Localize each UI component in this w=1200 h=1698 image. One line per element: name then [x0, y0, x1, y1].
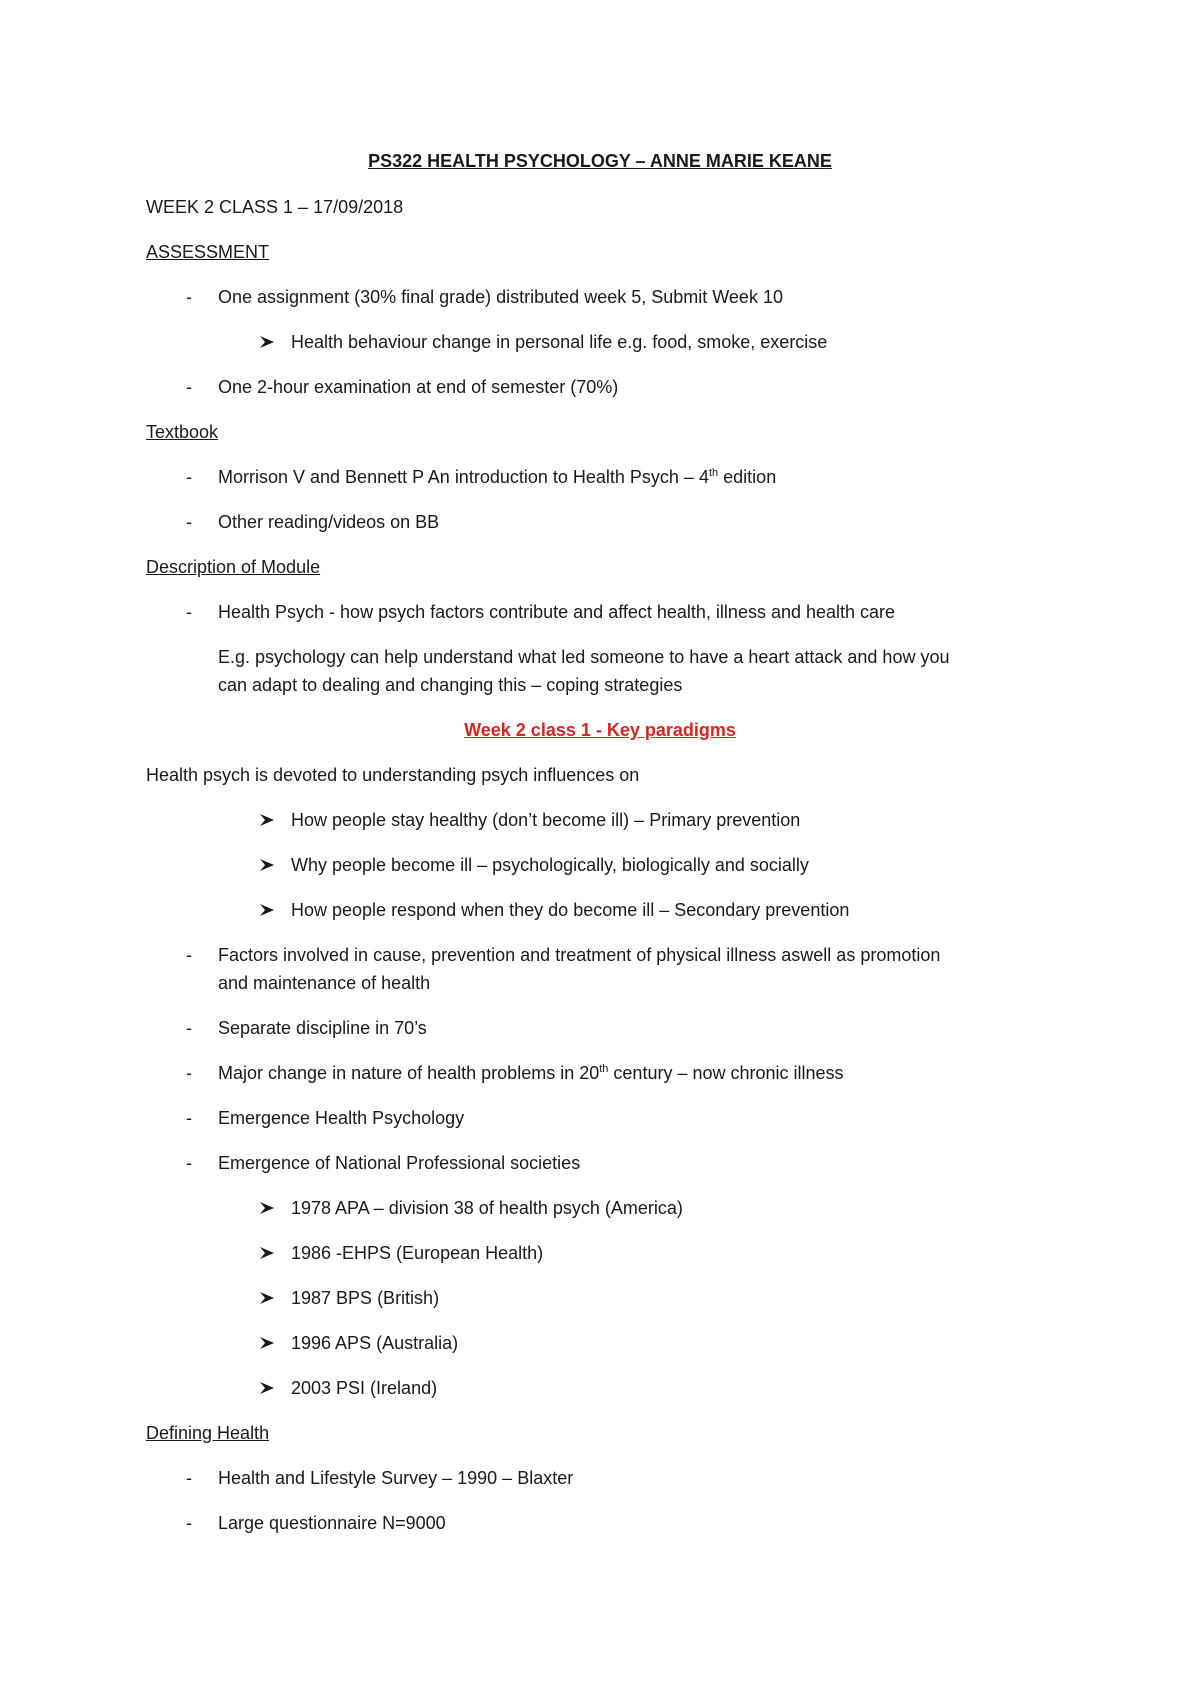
paradigm-dash-item: Emergence Health Psychology: [218, 1108, 465, 1128]
week-line: WEEK 2 CLASS 1 – 17/09/2018: [146, 197, 404, 217]
description-heading: Description of Module: [146, 557, 321, 577]
society-item: 1986 -EHPS (European Health): [291, 1243, 544, 1263]
textbook-heading: Textbook: [146, 422, 219, 442]
defining-health-heading: Defining Health: [146, 1423, 270, 1443]
arrow-bullet-icon: [258, 809, 276, 831]
arrow-bullet-icon: [258, 899, 276, 921]
assessment-subitem: Health behaviour change in personal life e.g. food, smoke, exercise: [291, 332, 828, 352]
defining-health-item: Large questionnaire N=9000: [218, 1513, 446, 1533]
page-title: PS322 HEALTH PSYCHOLOGY – ANNE MARIE KEANE: [368, 151, 832, 171]
dash-bullet: -: [186, 602, 192, 622]
dash-bullet: -: [186, 1108, 192, 1128]
paradigm-dash-item: [218, 1062, 844, 1084]
superscript: th: [708, 467, 719, 479]
dash-bullet: -: [186, 1018, 192, 1038]
paradigm-dash-item: Factors involved in cause, prevention and treatment of physical illness aswell as promotion: [218, 945, 941, 965]
society-item: 1996 APS (Australia): [291, 1333, 459, 1353]
paradigm-item: How people stay healthy (don’t become ill) – Primary prevention: [291, 810, 801, 830]
paradigm-text: Major change in nature of health problems in 20: [218, 1063, 600, 1083]
arrow-bullet-icon: [258, 1287, 276, 1309]
dash-bullet: -: [186, 1513, 192, 1533]
dash-bullet: -: [186, 945, 192, 965]
superscript: th: [599, 1063, 609, 1075]
defining-health-item: Health and Lifestyle Survey – 1990 – Blaxter: [218, 1468, 574, 1488]
dash-bullet: -: [186, 377, 192, 397]
arrow-bullet-icon: [258, 1197, 276, 1219]
dash-bullet: -: [186, 512, 192, 532]
dash-bullet: -: [186, 1153, 192, 1173]
paradigms-intro: Health psych is devoted to understanding psych influences on: [146, 765, 640, 785]
paradigm-dash-item-cont: and maintenance of health: [218, 973, 431, 993]
arrow-bullet-icon: [258, 1377, 276, 1399]
dash-bullet: -: [186, 1468, 192, 1488]
arrow-bullet-icon: [258, 331, 276, 353]
textbook-item-text: Morrison V and Bennett P An introduction to Health Psych – 4: [218, 467, 709, 487]
paradigm-text: century – now chronic illness: [608, 1063, 844, 1083]
society-item: 1987 BPS (British): [291, 1288, 440, 1308]
dash-bullet: -: [186, 467, 192, 487]
society-item: 1978 APA – division 38 of health psych (America): [291, 1198, 683, 1218]
paradigm-item: Why people become ill – psychologically, biologically and socially: [291, 855, 809, 875]
textbook-item: Other reading/videos on BB: [218, 512, 440, 532]
dash-bullet: -: [186, 287, 192, 307]
arrow-bullet-icon: [258, 854, 276, 876]
paradigm-dash-item: Separate discipline in 70’s: [218, 1018, 427, 1038]
assessment-item: One 2-hour examination at end of semester (70%): [218, 377, 619, 397]
assessment-heading: ASSESSMENT: [146, 242, 270, 262]
textbook-item: [218, 466, 776, 488]
description-item: Health Psych - how psych factors contribute and affect health, illness and health care: [218, 602, 896, 622]
description-paragraph-line: can adapt to dealing and changing this – coping strategies: [218, 675, 683, 695]
section-heading-key-paradigms: Week 2 class 1 - Key paradigms: [464, 720, 736, 740]
textbook-item-text: edition: [718, 467, 777, 487]
society-item: 2003 PSI (Ireland): [291, 1378, 438, 1398]
assessment-item: One assignment (30% final grade) distributed week 5, Submit Week 10: [218, 287, 783, 307]
arrow-bullet-icon: [258, 1332, 276, 1354]
paradigm-item: How people respond when they do become ill – Secondary prevention: [291, 900, 850, 920]
description-paragraph-line: E.g. psychology can help understand what led someone to have a heart attack and how you: [218, 647, 950, 667]
dash-bullet: -: [186, 1063, 192, 1083]
paradigm-dash-item: Emergence of National Professional societies: [218, 1153, 581, 1173]
arrow-bullet-icon: [258, 1242, 276, 1264]
